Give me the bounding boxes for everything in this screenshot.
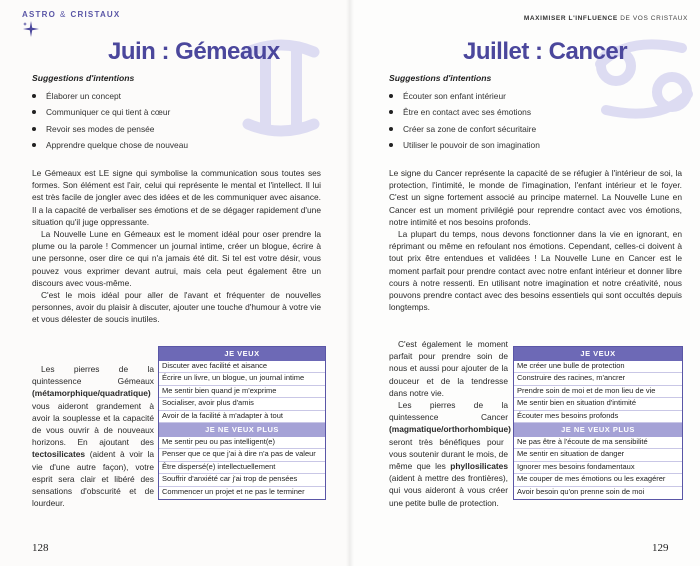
table-row: Penser que ce que j'ai à dire n'a pas de valeur (159, 449, 325, 461)
paragraph: Le Gémeaux est LE signe qui symbolise la communication sous toutes ses formes. Son élément est l'air, celui qui représente le mental et l'intellect. Il lui est très facile de jongler avec des idées et de les communiquer avec aisance. Il a la capacité de verbaliser ses émotions et de se dégager rapidement d'une situation qu'il juge oppressante. (32, 168, 321, 227)
running-head-bold: MAXIMISER L'INFLUENCE (523, 15, 618, 22)
text-run: (aident à mettre des frontières), qui vous aideront à vous créer une petite bulle de protection. (389, 473, 508, 508)
paragraph: C'est également le moment parfait pour prendre soin de nous et aussi pour ajouter de la douceur et de la tendresse dans notre vie. (389, 339, 508, 398)
paragraph (32, 363, 154, 509)
page-title-gemini: Juin : Gémeaux (108, 38, 280, 65)
paragraph: C'est le mois idéal pour aller de l'avant et fréquenter de nouvelles personnes, avoir du plaisir à discuter, ajouter une touche d'humour à votre vie et vous délester de soucis inutiles. (32, 290, 321, 325)
table-row: Avoir besoin qu'on prenne soin de moi (517, 486, 645, 496)
table-row: Me créer une bulle de protection (514, 361, 682, 373)
brand-left: ASTRO (22, 10, 56, 19)
body-text (389, 167, 682, 313)
stone-family: tectosilicates (32, 449, 86, 460)
table-row: Ignorer mes besoins fondamentaux (514, 462, 682, 474)
table-row: Être dispersé(e) intellectuellement (159, 462, 325, 474)
table-row: Me sentir en situation de danger (514, 449, 682, 461)
table-row: Prendre soin de moi et de mon lieu de vie (514, 386, 682, 398)
book-gutter (346, 0, 354, 566)
table-row: Écrire un livre, un blogue, un journal intime (159, 373, 325, 385)
stone-class: (métamorphique/quadratique) (32, 388, 151, 399)
page-number: 129 (652, 542, 669, 554)
paragraph: La Nouvelle Lune en Gémeaux est le moment idéal pour oser prendre la plume ou la parole ! Commencer un journal intime, créer un blogue, écrire à une personne, oser dire ce qui n'a jamais été dit. Si tel est votre désir, vous pouvez vous exprimer devant autrui, mais cela peut également être un discours avec vous-même. (32, 229, 321, 288)
table-row: Discuter avec facilité et aisance (159, 361, 325, 373)
text-run: vous aideront grandement à avoir la souplesse et la capacité de vous ouvrir à de nouveaux horizons. En ajoutant des (32, 400, 154, 448)
body-text-column (389, 338, 511, 509)
table-row: Socialiser, avoir plus d'amis (159, 398, 325, 410)
page-title-cancer: Juillet : Cancer (463, 38, 628, 65)
table-row: Avoir de la facilité à m'adapter à tout (159, 411, 325, 423)
list-item: Être en contact avec ses émotions (389, 104, 629, 120)
text-run: seront très bénéfiques pour vous soutenir durant le mois, de même que les (389, 436, 508, 472)
text-run: (aident à voir la vie d'une autre façon), votre esprit sera clair et libéré des sensations d'obscurité et de lourdeur. (32, 449, 154, 509)
list-item: Communiquer ce qui tient à cœur (32, 104, 272, 120)
list-item: Écouter son enfant intérieur (389, 88, 629, 104)
wants-box (158, 346, 326, 500)
wants-box (513, 346, 683, 500)
sparkle-stars-icon (22, 20, 40, 38)
list-item: Revoir ses modes de pensée (32, 121, 272, 137)
table-row: Construire des racines, m'ancrer (514, 373, 682, 385)
intent-heading: Suggestions d'intentions (389, 73, 492, 83)
body-text (32, 167, 321, 326)
list-item: Créer sa zone de confort sécuritaire (389, 121, 629, 137)
table-row: Me sentir peu ou pas intelligent(e) (159, 437, 325, 449)
page-number: 128 (32, 542, 49, 554)
brand-amp: & (60, 10, 67, 19)
brand-header (22, 10, 120, 19)
list-item: Apprendre quelque chose de nouveau (32, 137, 272, 153)
text-run: Les pierres de la quintessence Cancer (389, 400, 508, 423)
text-run: Les pierres de la quintessence Gémeaux (32, 364, 154, 387)
list-item: Utiliser le pouvoir de son imagination (389, 137, 629, 153)
table-row: Me couper de mes émotions ou les exagérer (514, 474, 682, 486)
table-row: Écouter mes besoins profonds (514, 411, 682, 423)
brand-right: CRISTAUX (70, 10, 121, 19)
table-row: Souffrir d'anxiété car j'ai trop de pensées (159, 474, 325, 486)
intent-list (32, 88, 272, 153)
stone-class: (magmatique/orthorhombique) (389, 424, 511, 435)
no-want-header: JE NE VEUX PLUS (514, 423, 682, 437)
running-head-light: DE VOS CRISTAUX (620, 15, 688, 22)
no-want-header: JE NE VEUX PLUS (159, 423, 325, 437)
want-header: JE VEUX (514, 347, 682, 361)
paragraph: La plupart du temps, nous devons fonctionner dans la vie en ignorant, en réprimant ou même en refoulant nos émotions. Cependant, celles-ci doivent à tout prix être entendues et validées ! La Nouvelle Lune en Cancer est le moment parfait pour prendre contact avec notre enfant intérieur et donner libre cours à notre ressenti. En utilisant notre imagination et notre créativité, nous pouvons prendre contact avec des besoins essentiels qui sont occultés depuis longtemps. (389, 229, 682, 313)
running-head (524, 15, 688, 22)
intent-heading: Suggestions d'intentions (32, 73, 135, 83)
table-row: Me sentir bien en situation d'intimité (514, 398, 682, 410)
paragraph (389, 399, 511, 509)
stone-family: phyllosilicates (450, 461, 508, 472)
paragraph: Le signe du Cancer représente la capacité de se réfugier à l'intérieur de soi, la protection, l'intimité, le monde de l'imagination, l'enfant intérieur et le foyer. C'est un signe fortement associé au principe maternel. La Nouvelle Lune en Cancer est un moment privilégié pour reprendre contact avec vos émotions, notre intimité et nos besoins profonds. (389, 168, 682, 227)
table-row: Me sentir bien quand je m'exprime (159, 386, 325, 398)
want-header: JE VEUX (159, 347, 325, 361)
list-item: Élaborer un concept (32, 88, 272, 104)
table-row: Ne pas être à l'écoute de ma sensibilité (514, 437, 682, 449)
body-text-column (32, 363, 154, 509)
intent-list (389, 88, 629, 153)
table-row: Commencer un projet et ne pas le terminer (162, 486, 305, 496)
right-page (350, 0, 700, 566)
